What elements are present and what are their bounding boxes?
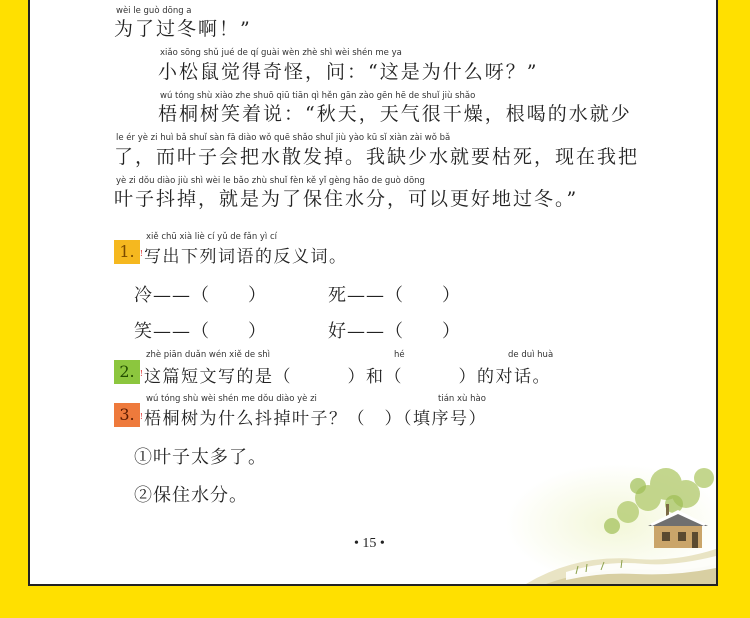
antonym-item-laugh[interactable]: 笑——（ ） xyxy=(134,321,267,342)
option-1[interactable]: ①叶子太多了。 xyxy=(134,447,267,468)
pinyin-line-5: yè zi dǒu diào jiù shì wèi le bǎo zhù shuǐ fèn kě yǐ gèng hǎo de guò dōng xyxy=(116,176,425,186)
page-number: • 15 • xyxy=(354,536,385,551)
question-1-badge xyxy=(114,240,143,264)
question-3-badge xyxy=(114,403,143,427)
antonym-item-good[interactable]: 好——（ ） xyxy=(328,321,461,342)
story-line-2: 小松鼠觉得奇怪，问：“这是为什么呀？” xyxy=(158,61,539,83)
question-2-pinyin-c: de duì huà xyxy=(508,350,554,360)
question-2-badge xyxy=(114,360,143,384)
tick-icon: ! xyxy=(139,249,143,258)
antonym-item-cold[interactable]: 冷——（ ） xyxy=(134,285,267,306)
story-line-5: 叶子抖掉，就是为了保住水分，可以更好地过冬。” xyxy=(114,188,579,210)
question-2-pinyin-b: hé xyxy=(394,350,405,360)
question-3-number: 3. xyxy=(119,405,135,424)
antonym-item-dead[interactable]: 死——（ ） xyxy=(328,285,461,306)
question-1-pinyin: xiě chū xià liè cí yǔ de fǎn yì cí xyxy=(146,232,278,242)
pinyin-line-3: wú tóng shù xiào zhe shuō qiū tiān qì hěn gān zào gēn hē de shuǐ jiù shǎo xyxy=(160,91,476,101)
story-line-3: 梧桐树笑着说：“秋天，天气很干燥，根喝的水就少 xyxy=(158,103,632,125)
question-2-number: 2. xyxy=(119,362,135,381)
question-1-number: 1. xyxy=(119,242,135,261)
pinyin-line-1: wèi le guò dōng a xyxy=(116,6,192,16)
textbook-page xyxy=(28,0,718,586)
winter-village-illustration xyxy=(416,464,716,584)
question-3-text[interactable]: 梧桐树为什么抖掉叶子？（ ）（填序号） xyxy=(144,409,487,429)
question-3-pinyin-b: tián xù hào xyxy=(438,394,486,404)
question-3-pinyin-a: wú tóng shù wèi shén me dǒu diào yè zi xyxy=(146,394,317,404)
tick-icon: ! xyxy=(139,412,143,421)
tick-icon: ! xyxy=(139,369,143,378)
pinyin-line-4: le ér yè zi huì bǎ shuǐ sàn fā diào wǒ quē shǎo shuǐ jiù yào kū sǐ xiàn zài wǒ bǎ xyxy=(116,133,451,143)
story-line-1: 为了过冬啊！” xyxy=(114,18,252,40)
question-2-text[interactable]: 这篇短文写的是（ ）和（ ）的对话。 xyxy=(144,367,551,387)
question-2-pinyin-a: zhè piān duǎn wén xiě de shì xyxy=(146,350,271,360)
option-2[interactable]: ②保住水分。 xyxy=(134,485,248,506)
story-line-4: 了，而叶子会把水散发掉。我缺少水就要枯死，现在我把 xyxy=(114,146,640,168)
pinyin-line-2: xiǎo sōng shǔ jué de qí guài wèn zhè shì wèi shén me ya xyxy=(160,48,402,58)
question-1-text: 写出下列词语的反义词。 xyxy=(144,247,348,267)
